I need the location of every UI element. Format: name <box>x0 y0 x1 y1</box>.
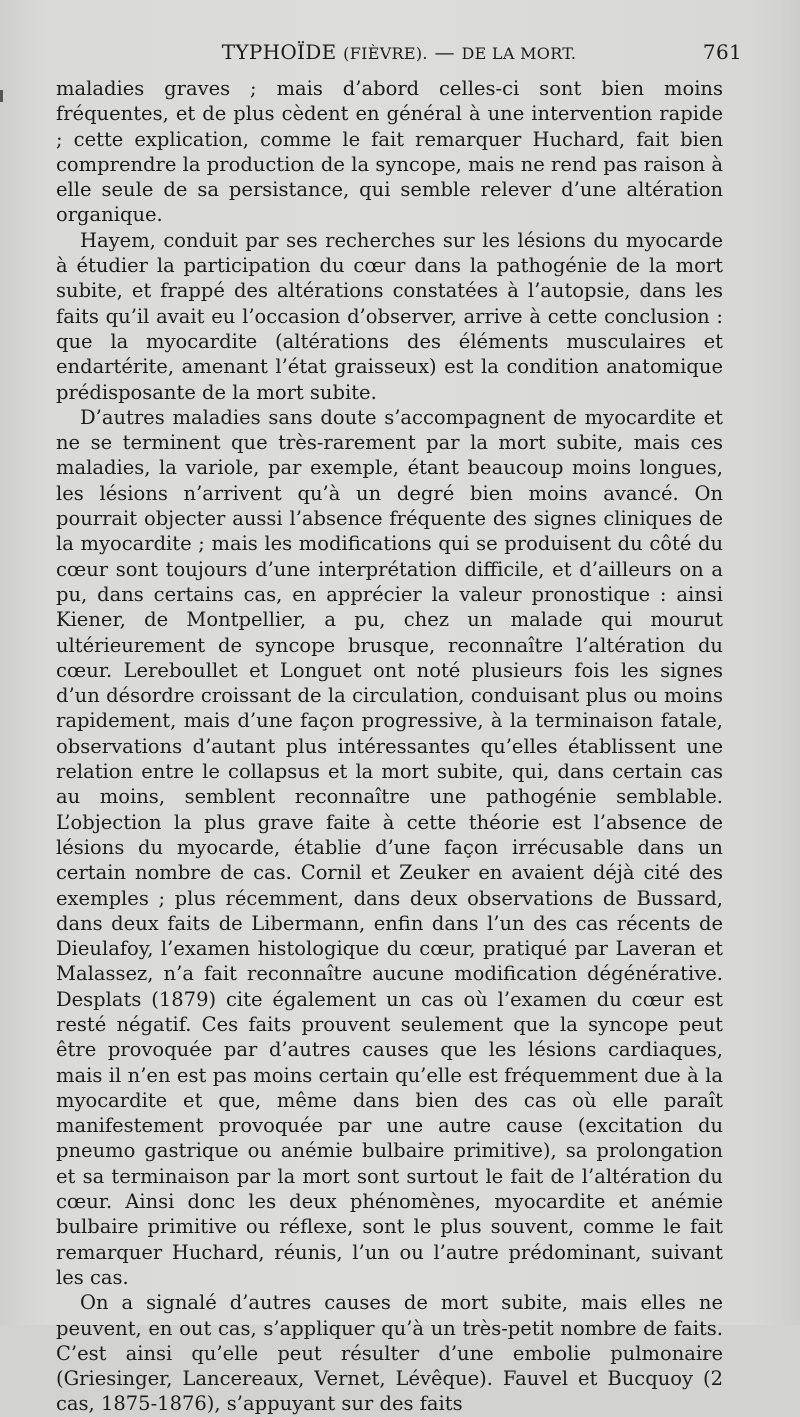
page-edge-mark <box>0 90 3 102</box>
paragraph: Hayem, conduit par ses recherches sur les lésions du myocarde à étudier la participation du cœur dans la pathogénie de la mort subite, et frappé des altérations constatées à l’autopsie, dans les faits qu’il avait eu l’occasion d’observer, arrive à cette conclusion : que la myocardite (altérations des éléments musculaires et endartérite, amenant l’état graisseux) est la condition anatomique prédisposante de la mort subite. <box>56 228 723 404</box>
running-header <box>56 40 742 68</box>
running-title <box>56 40 742 64</box>
page-number: 761 <box>702 40 742 64</box>
paragraph: maladies graves ; mais d’abord celles-ci sont bien moins fréquentes, et de plus cèdent en général à une intervention rapide ; cette explication, comme le fait remarquer Huchard, fait bien comprendre la production de la syncope, mais ne rend pas raison à elle seule de sa persistance, qui semble relever d’une altération organique. <box>56 77 723 227</box>
body-text <box>56 76 723 1417</box>
paragraph: On a signalé d’autres causes de mort subite, mais elles ne peuvent, en out cas, s’appliquer qu’à un très-petit nombre de faits. C’est ainsi qu’elle peut résulter d’une embolie pulmonaire (Griesinger, Lancereaux, Vernet, Lévêque). Fauvel et Bucquoy (2 cas, 1875-1876), s’appuyant sur des faits <box>56 1291 723 1416</box>
running-title-separator: — <box>427 40 462 64</box>
running-title-rest: DE LA MORT. <box>461 44 577 63</box>
running-title-main: TYPHOÏDE <box>221 40 337 64</box>
paragraph: D’autres maladies sans doute s’accompagnent de myocardite et ne se terminent que très-rarement par la mort subite, mais ces maladies, la variole, par exemple, étant beaucoup moins longues, les lésions n’arrivent qu’à un degré bien moins avancé. On pourrait objecter aussi l’absence fréquente des signes cliniques de la myocardite ; mais les modifications qui se produisent du côté du cœur sont toujours d’une interprétation difficile, et d’ailleurs on a pu, dans certains cas, en apprécier la valeur pronostique : ainsi Kiener, de Montpellier, a pu, chez un malade qui mourut ultérieurement de syncope brusque, reconnaître l’altération du cœur. Lereboullet et Longuet ont noté plusieurs fois les signes d’un désordre croissant de la circulation, conduisant plus ou moins rapidement, mais d’une façon progressive, à la terminaison fatale, observations d’autant plus intéressantes qu’elles établissent une relation entre le collapsus et la mort subite, qui, dans certain cas au moins, semblent reconnaître une pathogénie semblable. L’objection la plus grave faite à cette théorie est l’absence de lésions du myocarde, établie d’une façon irrécusable dans un certain nombre de cas. Cornil et Zeuker en avaient déjà cité des exemples ; plus récemment, dans deux observations de Bussard, dans deux faits de Libermann, enfin dans l’un des cas récents de Dieulafoy, l’examen histologique du cœur, pratiqué par Laveran et Malassez, n’a fait reconnaître aucune modification dégénérative. Desplats (1879) cite également un cas où l’examen du cœur est resté négatif. Ces faits prouvent seulement que la syncope peut être provoquée par d’autres causes que les lésions cardiaques, mais il n’en est pas moins certain qu’elle est fréquemment due à la myocardite et que, même dans bien des cas où elle paraît manifestement provoquée par une autre cause (excitation du pneumo gastrique ou anémie bulbaire primitive), sa prolongation et sa terminaison par la mort sont surtout le fait de l’altération du cœur. Ainsi donc les deux phénomènes, myocardite et anémie bulbaire primitive ou réflexe, sont le plus souvent, comme le fait remarquer Huchard, réunis, l’un ou l’autre prédominant, suivant les cas. <box>56 405 723 1289</box>
running-title-paren: (FIÈVRE). <box>343 44 428 63</box>
